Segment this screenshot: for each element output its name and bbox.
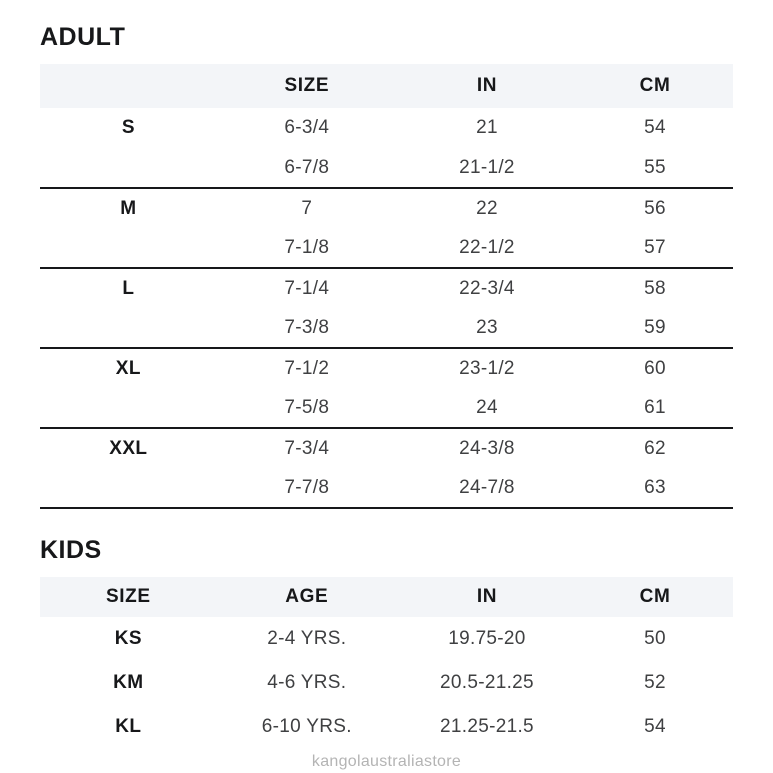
size-cell: 7-7/8: [217, 468, 397, 508]
size-cell: 20.5-21.25: [440, 672, 534, 693]
size-cell: 22-3/4: [459, 277, 515, 299]
adult-col-header-size: SIZE: [217, 64, 397, 108]
size-cell: 54: [644, 117, 666, 138]
size-cell: 7-1/8: [217, 228, 397, 268]
kids-col-header-in: IN: [397, 577, 577, 617]
size-cell: 21.25-21.5: [440, 716, 534, 737]
size-cell: 6-10 YRS.: [261, 716, 352, 737]
size-cell: 59: [577, 308, 733, 348]
size-group-label: M: [120, 197, 137, 219]
size-group-label: S: [121, 117, 135, 138]
adult-table-row: [40, 388, 733, 428]
kids-header-row: [40, 577, 733, 617]
adult-section: [40, 22, 733, 509]
size-cell: 58: [644, 277, 666, 299]
size-cell: 21: [476, 117, 498, 138]
size-cell: 61: [577, 388, 733, 428]
size-cell: 23: [397, 308, 577, 348]
size-cell: 7-5/8: [217, 388, 397, 428]
adult-table-row: [40, 468, 733, 508]
size-group-label: [40, 468, 217, 508]
size-cell: 21-1/2: [397, 148, 577, 188]
kids-table-body: [40, 617, 733, 749]
kids-col-header-size: SIZE: [40, 577, 217, 617]
size-cell: 7-1/4: [284, 277, 330, 299]
adult-table-body: [40, 108, 733, 508]
size-group-label: XL: [115, 357, 141, 379]
adult-table-row: [40, 428, 733, 468]
adult-table-row: [40, 148, 733, 188]
kids-size-label: KS: [114, 628, 142, 649]
size-cell: 63: [577, 468, 733, 508]
size-cell: 60: [644, 357, 666, 379]
kids-size-label: KL: [115, 716, 142, 737]
kids-size-table: [40, 577, 733, 749]
size-group-label: [40, 308, 217, 348]
size-cell: 55: [577, 148, 733, 188]
size-cell: 24-7/8: [397, 468, 577, 508]
size-cell: 62: [644, 437, 666, 459]
size-cell: 6-3/4: [284, 117, 330, 138]
size-cell: 22-1/2: [397, 228, 577, 268]
kids-col-header-cm: CM: [577, 577, 733, 617]
adult-col-header-in: IN: [397, 64, 577, 108]
adult-table-row: [40, 348, 733, 388]
adult-size-table: [40, 64, 733, 509]
adult-table-row: [40, 268, 733, 308]
adult-heading: ADULT: [40, 23, 126, 51]
size-group-label: [40, 228, 217, 268]
kids-section: [40, 535, 733, 749]
size-cell: 2-4 YRS.: [267, 628, 347, 649]
size-group-label: L: [122, 277, 135, 299]
size-cell: 4-6 YRS.: [267, 672, 347, 693]
size-cell: 7: [301, 197, 313, 219]
size-group-label: [40, 388, 217, 428]
kids-heading: KIDS: [40, 536, 102, 564]
size-cell: 52: [644, 672, 666, 693]
adult-table-row: [40, 188, 733, 228]
size-cell: 24-3/8: [459, 437, 515, 459]
size-cell: 7-1/2: [284, 357, 330, 379]
size-group-label: XXL: [109, 437, 148, 459]
adult-header-row: [40, 64, 733, 108]
size-cell: 7-3/8: [217, 308, 397, 348]
size-group-label: [40, 148, 217, 188]
kids-col-header-age: AGE: [217, 577, 397, 617]
adult-table-row: [40, 308, 733, 348]
size-cell: 22: [476, 197, 498, 219]
size-cell: 24: [397, 388, 577, 428]
size-cell: 54: [644, 716, 666, 737]
size-cell: 57: [577, 228, 733, 268]
adult-table-row: [40, 108, 733, 148]
kids-table-row: [40, 705, 733, 749]
store-watermark: kangolaustraliastore: [311, 753, 462, 770]
size-cell: 23-1/2: [459, 357, 515, 379]
size-cell: 19.75-20: [448, 628, 526, 649]
size-cell: 6-7/8: [217, 148, 397, 188]
adult-col-header-blank: [40, 64, 217, 108]
size-cell: 7-3/4: [284, 437, 330, 459]
size-cell: 56: [644, 197, 666, 219]
kids-table-row: [40, 617, 733, 661]
kids-size-label: KM: [113, 672, 144, 693]
size-cell: 50: [644, 628, 666, 649]
adult-table-row: [40, 228, 733, 268]
adult-col-header-cm: CM: [577, 64, 733, 108]
kids-table-row: [40, 661, 733, 705]
